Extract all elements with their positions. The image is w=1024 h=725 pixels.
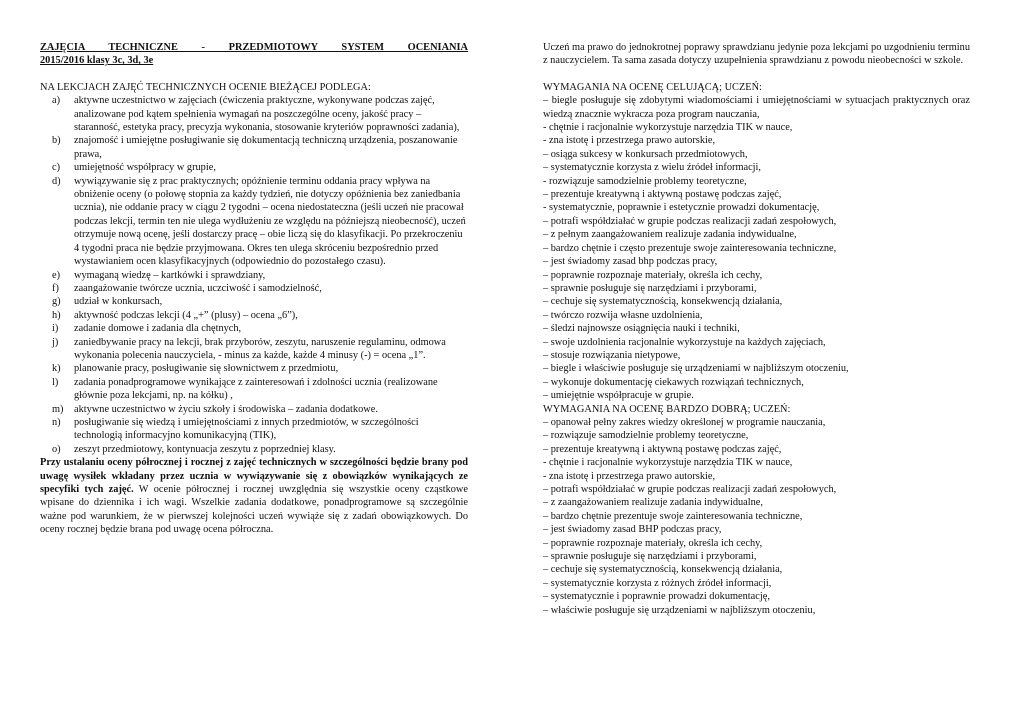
criteria-marker: h) — [52, 309, 61, 321]
criteria-text: udział w konkursach, — [74, 296, 163, 308]
criteria-marker: k) — [52, 363, 61, 375]
criteria-text: umiejętność współpracy w grupie, — [74, 162, 216, 174]
criteria-marker: e) — [52, 269, 61, 281]
requirement-item: – prezentuje kreatywną i aktywną postawę podczas zajęć, — [543, 189, 782, 201]
requirement-item: – poprawnie rozpoznaje materiały, określa ich cechy, — [543, 269, 763, 281]
summary-text: W ocenie półrocznej i rocznej uwzględnia się wszystkie oceny cząstkowe wpisane do dziennika i ich wagi. Wszelkie zadania dodatkowe, ponadprogramowe są szczególnie ważne pod warunkiem, że w pierwszej kolejności uczeń wywiąże się z zadań obowiązkowych. Do oceny rocznej będzie brana pod uwagę ocena półroczna. — [40, 484, 468, 536]
requirement-item: – umiejętnie współpracuje w grupie. — [543, 390, 694, 402]
requirement-item: – cechuje się systematycznością, konsekwencją działania, — [543, 296, 783, 308]
requirement-item: – sprawnie posługuje się narzędziami i przyborami, — [543, 551, 757, 563]
requirement-item: – swoje uzdolnienia racjonalnie wykorzystuje na każdych zajęciach, — [543, 336, 826, 348]
requirement-item: – osiąga sukcesy w konkursach przedmiotowych, — [543, 148, 748, 160]
left-column — [40, 41, 468, 537]
criteria-marker: c) — [52, 162, 61, 174]
bardzo-dobra-heading: WYMAGANIA NA OCENĘ BARDZO DOBRĄ; UCZEŃ: — [543, 403, 791, 415]
criteria-marker: g) — [52, 296, 61, 308]
criteria-item — [52, 362, 468, 375]
criteria-text: aktywność podczas lekcji (4 „+” (plusy) – ocena „6”), — [74, 309, 298, 321]
criteria-text: zaniedbywanie pracy na lekcji, brak przyborów, zeszytu, naruszenie regulaminu, odmowa wykonania polecenia nauczyciela, - minus za każde, każde 4 minusy (-) = ocena „1”. — [74, 336, 446, 361]
requirement-item: - zna istotę i przestrzega prawo autorskie, — [543, 135, 716, 147]
requirement-item: – systematycznie i poprawnie prowadzi dokumentację, — [543, 591, 770, 603]
requirement-item: – biegle i właściwie posługuje się urządzeniami w najbliższym otoczeniu, — [543, 363, 849, 375]
requirement-item: – bardzo chętnie i często prezentuje swoje zainteresowania techniczne, — [543, 242, 837, 254]
bardzo-dobra-requirements-list — [543, 416, 970, 617]
criteria-marker: a) — [52, 95, 61, 107]
criteria-item — [52, 175, 468, 269]
criteria-item — [52, 309, 468, 322]
requirement-item: – potrafi współdziałać w grupie podczas realizacji zadań zespołowych, — [543, 215, 837, 227]
requirement-item: – twórczo rozwija własne uzdolnienia, — [543, 309, 703, 321]
criteria-item — [52, 403, 468, 416]
criteria-item — [52, 322, 468, 335]
criteria-text: zadania ponadprogramowe wynikające z zainteresowań i zdolności ucznia (realizowane głównie poza lekcjami, np. na kółku) , — [74, 376, 438, 402]
criteria-item — [52, 295, 468, 308]
requirement-item: – śledzi najnowsze osiągnięcia nauki i techniki, — [543, 323, 740, 335]
requirement-item: – systematycznie korzysta z wielu źródeł informacji, — [543, 162, 762, 174]
criteria-marker: f) — [52, 282, 59, 294]
criteria-item — [52, 161, 468, 174]
criteria-marker: b) — [52, 135, 61, 147]
requirement-item: – poprawnie rozpoznaje materiały, określa ich cechy, — [543, 537, 763, 549]
criteria-item — [52, 336, 468, 363]
requirement-item: – sprawnie posługuje się narzędziami i przyborami, — [543, 282, 757, 294]
retake-paragraph: Uczeń ma prawo do jednokrotnej poprawy sprawdzianu jedynie poza lekcjami po uzgodnieniu terminu z nauczycielem. Ta sama zasada dotyczy uzupełnienia sprawdzianu z powodu nieobecności w szkole. — [543, 42, 970, 67]
right-column — [543, 41, 970, 617]
requirement-item: – opanował pełny zakres wiedzy określonej w programie nauczania, — [543, 416, 826, 428]
criteria-text: planowanie pracy, posługiwanie się słownictwem z przedmiotu, — [74, 363, 339, 375]
document-subtitle: 2015/2016 klasy 3c, 3d, 3e — [40, 55, 154, 67]
requirement-item: – jest świadomy zasad bhp podczas pracy, — [543, 256, 718, 268]
criteria-item — [52, 269, 468, 282]
criteria-text: zadanie domowe i zadania dla chętnych, — [74, 323, 242, 335]
requirement-item: – potrafi współdziałać w grupie podczas realizacji zadań zespołowych, — [543, 484, 837, 495]
criteria-marker: l) — [52, 376, 59, 388]
document-title: ZAJĘCIA TECHNICZNE - PRZEDMIOTOWY SYSTEM OCENIANIA — [40, 42, 468, 53]
requirement-item: – z pełnym zaangażowaniem realizuje zadania indywidualne, — [543, 229, 797, 241]
summary-paragraph — [40, 456, 468, 536]
celujaca-heading: WYMAGANIA NA OCENĘ CELUJĄCĄ; UCZEŃ: — [543, 81, 762, 93]
requirement-item: – biegle posługuje się zdobytymi wiadomościami i umiejętnościami w sytuacjach praktycznych oraz wiedzą znacznie wykracza poza program nauczania, — [543, 95, 970, 120]
requirement-item: – wykonuje dokumentację ciekawych rozwiązań technicznych, — [543, 376, 804, 388]
criteria-item — [52, 416, 468, 443]
requirement-item: - rozwiązuje samodzielnie problemy teoretyczne, — [543, 175, 747, 187]
requirement-item: – cechuje się systematycznością, konsekwencją działania, — [543, 564, 783, 576]
requirement-item: – jest świadomy zasad BHP podczas pracy, — [543, 524, 722, 536]
criteria-item — [52, 376, 468, 403]
requirement-item: – stosuje rozwiązania nietypowe, — [543, 349, 681, 361]
requirement-item: - chętnie i racjonalnie wykorzystuje narzędzia TIK w nauce, — [543, 122, 793, 134]
criteria-text: wywiązywanie się z prac praktycznych; opóźnienie terminu oddania pracy wpływa na obniżenie oceny (o połowę stopnia za każdy tydzień, nie dotyczy opóźnienia bez zaniedbania ucznia), nie oddanie pracy w ciągu 2 tygodni – ocena niedostateczna (jeśli uczeń nie pracował podczas lekcji, termin ten nie ulega wydłużeniu ze względu na późniejszą nieobecność), uczeń otrzymuje nową ocenę, jeśli dostarczy pracę – obie liczą się do klasyfikacji. Po przekroczeniu 4 tygodni praca nie będzie przyjmowana. Okres ten ulega skróceniu bezpośrednio przed wystawianiem ocen klasyfikacyjnych (odpowiednio do pozostałego czasu). — [74, 175, 466, 268]
criteria-text: znajomość i umiejętne posługiwanie się dokumentacją techniczną urządzenia, poszanowanie prawa, — [74, 135, 458, 160]
requirement-item: – prezentuje kreatywną i aktywną postawę podczas zajęć, — [543, 443, 782, 455]
criteria-text: posługiwanie się wiedzą i umiejętnościami z innych przedmiotów, w szczególności technologią informacyjno komunikacyjną (TIK), — [74, 416, 419, 442]
criteria-text: aktywne uczestnictwo w życiu szkoły i środowiska – zadania dodatkowe. — [74, 403, 378, 415]
requirement-item: - zna istotę i przestrzega prawo autorskie, — [543, 470, 716, 482]
requirement-item: - chętnie i racjonalnie wykorzystuje narzędzia TIK w nauce, — [543, 457, 793, 469]
assessment-intro: NA LEKCJACH ZAJĘĆ TECHNICZNYCH OCENIE BIEŻĄCEJ PODLEGA: — [40, 81, 371, 93]
criteria-item — [52, 134, 468, 161]
summary-bold-text: Przy ustalaniu oceny półrocznej i rocznej z zajęć technicznych w szczególności będzie brany pod uwagę wysiłek wkładany przez ucznia w wywiązywanie się z obowiązków wynikających ze specyfiki tych zajęć. — [40, 457, 468, 495]
criteria-text: wymaganą wiedzę – kartkówki i sprawdziany, — [74, 269, 266, 281]
criteria-marker: j) — [52, 336, 59, 348]
requirement-item: - systematycznie, poprawnie i estetycznie prowadzi dokumentację, — [543, 202, 820, 214]
criteria-item — [52, 282, 468, 295]
criteria-marker: m) — [52, 403, 64, 415]
criteria-marker: i) — [52, 323, 59, 335]
criteria-text: zeszyt przedmiotowy, kontynuacja zeszytu z poprzedniej klasy. — [74, 443, 336, 455]
requirement-item: – rozwiązuje samodzielnie problemy teoretyczne, — [543, 430, 749, 442]
criteria-item — [52, 94, 468, 134]
criteria-item — [52, 443, 468, 456]
requirement-item: – z zaangażowaniem realizuje zadania indywidualne, — [543, 497, 763, 509]
criteria-marker: n) — [52, 416, 61, 428]
requirement-item: – bardzo chętnie prezentuje swoje zainteresowania techniczne, — [543, 510, 803, 522]
criteria-marker: d) — [52, 175, 61, 187]
criteria-text: zaangażowanie twórcze ucznia, uczciwość i samodzielność, — [74, 282, 322, 294]
criteria-text: aktywne uczestnictwo w zajęciach (ćwiczenia praktyczne, wykonywane podczas zajęć, analizowane pod kątem spełnienia wymagań na poszczególne oceny, jakość pracy – staranność, estetyka pracy, precyzja wykonania, stosowanie kryteriów poprawności zadania), — [74, 95, 460, 134]
requirement-item: – systematycznie korzysta z różnych źródeł informacji, — [543, 577, 772, 589]
criteria-marker: o) — [52, 443, 61, 455]
assessment-criteria-list — [40, 94, 468, 456]
requirement-item: – właściwie posługuje się urządzeniami w najbliższym otoczeniu, — [543, 604, 816, 616]
celujaca-requirements-list — [543, 94, 970, 402]
